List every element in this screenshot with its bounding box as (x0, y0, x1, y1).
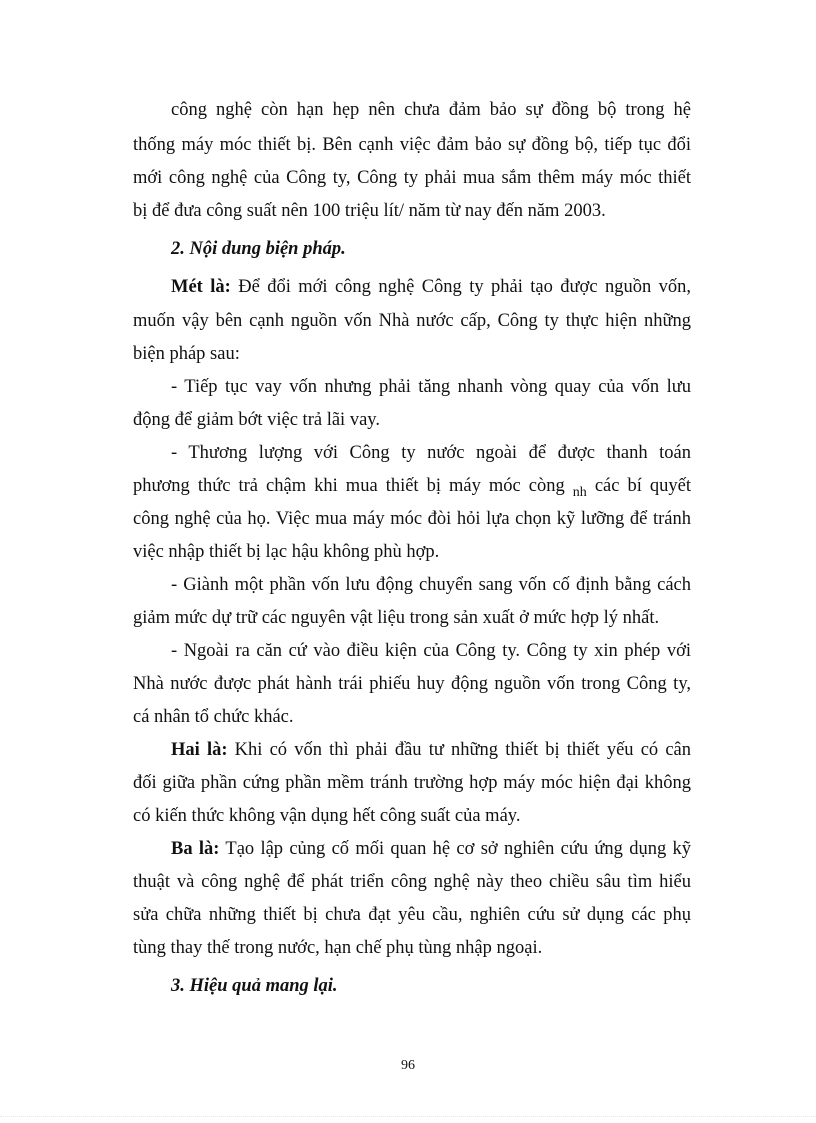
b2-line-4: việc nhập thiết bị lạc hậu không phù hợp. (133, 542, 440, 562)
p3-line-2: đối giữa phần cứng phần mềm tránh trường hợp máy móc hiện đại không (133, 773, 691, 793)
p1-line-3: mới công nghệ của Công ty, Công ty phải mua sắm thêm máy móc thiết (133, 168, 691, 188)
b4-line-1: - Ngoài ra căn cứ vào điều kiện của Công ty. Công ty xin phép với (171, 641, 691, 661)
b3-line-2: giảm mức dự trữ các nguyên vật liệu trong sản xuất ở mức hợp lý nhất. (133, 608, 660, 628)
b4-line-3: cá nhân tổ chức khác. (133, 707, 294, 727)
heading-2: 2. Nội dung biện pháp. (171, 239, 346, 259)
b2-line-2 (133, 474, 691, 500)
p4-line-1-text: Tạo lập củng cố mối quan hệ cơ sở nghiên cứu ứng dụng kỹ (225, 839, 692, 859)
page-bottom-border (0, 1116, 816, 1117)
b2-line-2a: phương thức trả chậm khi mua thiết bị máy móc còng (133, 476, 565, 496)
p4-line-2: thuật và công nghệ để phát triển công nghệ này theo chiều sâu tìm hiểu (133, 872, 691, 892)
b3-line-1: - Giành một phần vốn lưu động chuyển sang vốn cố định bằng cách (171, 575, 691, 595)
p2-lead: Mét là: (171, 277, 231, 297)
p4-line-1 (171, 837, 691, 861)
b2-line-1: - Thương lượng với Công ty nước ngoài để được thanh toán (171, 443, 691, 463)
p3-lead: Hai là: (171, 740, 228, 760)
p2-line-1 (171, 275, 691, 299)
b1-line-1: - Tiếp tục vay vốn nhưng phải tăng nhanh vòng quay của vốn lưu (171, 377, 691, 397)
p3-line-1-text: Khi có vốn thì phải đầu tư những thiết bị thiết yếu có cân (234, 740, 692, 760)
b2-subscript: nh (572, 485, 587, 500)
heading-3: 3. Hiệu quả mang lại. (171, 976, 338, 996)
b2-line-2b: các bí quyết (594, 476, 691, 496)
p1-line-4: bị để đưa công suất nên 100 triệu lít/ năm từ nay đến năm 2003. (133, 201, 606, 221)
p2-line-1-text: Để đổi mới công nghệ Công ty phải tạo được nguồn vốn, (238, 277, 692, 297)
p4-lead: Ba là: (171, 839, 220, 859)
p1-line-1: công nghệ còn hạn hẹp nên chưa đảm bảo sự đồng bộ trong hệ (171, 100, 691, 120)
p3-line-3: có kiến thức không vận dụng hết công suất của máy. (133, 806, 521, 826)
p4-line-4: tùng thay thế trong nước, hạn chế phụ tùng nhập ngoại. (133, 938, 543, 958)
b1-line-2: động để giảm bớt việc trả lãi vay. (133, 410, 380, 430)
p2-line-3: biện pháp sau: (133, 344, 240, 364)
b2-line-3: công nghệ của họ. Việc mua máy móc đòi hỏi lựa chọn kỹ lưỡng để tránh (133, 509, 691, 529)
p1-line-2: thống máy móc thiết bị. Bên cạnh việc đảm bảo sự đồng bộ, tiếp tục đổi (133, 135, 691, 155)
page-number: 96 (401, 1058, 415, 1073)
p4-line-3: sửa chữa những thiết bị chưa đạt yêu cầu, nghiên cứu sử dụng các phụ (133, 905, 691, 925)
p2-line-2: muốn vậy bên cạnh nguồn vốn Nhà nước cấp, Công ty thực hiện những (133, 311, 691, 331)
p3-line-1 (171, 738, 691, 762)
b4-line-2: Nhà nước được phát hành trái phiếu huy động nguồn vốn trong Công ty, (133, 674, 691, 694)
